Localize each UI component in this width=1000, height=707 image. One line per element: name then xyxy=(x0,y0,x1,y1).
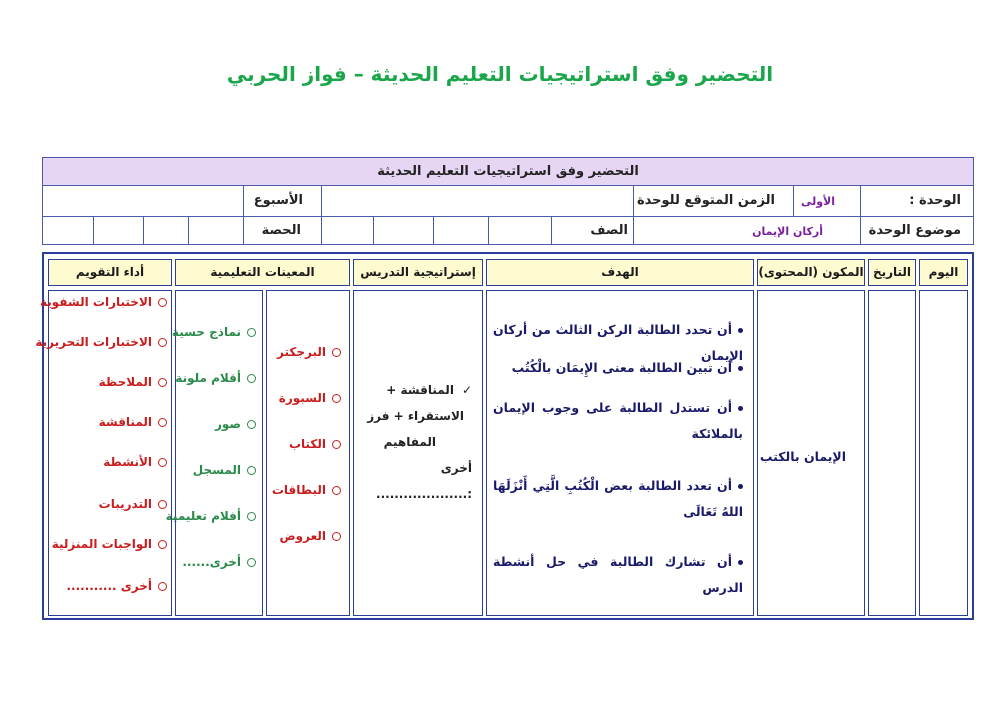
aid-device: البطاقات xyxy=(272,483,341,497)
aid-material: أخرى...... xyxy=(182,555,256,569)
assessment-item: الاختبارات التحريرية xyxy=(35,335,167,349)
unit-info-band-title: التحضير وفق استراتيجيات التعليم الحديثة xyxy=(43,158,973,186)
component-value: الإيمان بالكتب xyxy=(759,449,846,464)
day-cell xyxy=(919,290,968,616)
aid-material: نماذج حسية xyxy=(172,325,256,339)
unit-value: الأولى xyxy=(800,195,835,208)
assessment-item: الأنشطة xyxy=(103,455,167,469)
period-label: الحصة xyxy=(261,223,301,238)
header-component: المكون (المحتوى) xyxy=(757,259,865,286)
grade-label: الصف xyxy=(590,223,628,238)
lesson-plan-table xyxy=(35,252,974,620)
header-goal: الهدف xyxy=(486,259,754,286)
aids-materials-cell xyxy=(165,290,263,616)
goal-item: أن تحدد الطالبة الركن الثالث من أركان الإيمان xyxy=(493,322,743,363)
aid-device: الكتاب xyxy=(289,437,341,451)
aid-device: العروض xyxy=(280,529,341,543)
aid-device: البرجكتر xyxy=(277,345,341,359)
goal-item: أن تعدد الطالبة بعض الْكُتُبِ الَّتِي أَنْزَلَهَا اللهُ تَعَالَى xyxy=(493,478,743,519)
goal-cell xyxy=(486,290,754,616)
page-title: التحضير وفق استراتيجيات التعليم الحديثة – فواز الحربي xyxy=(226,62,774,86)
expected-time-label: الزمن المتوقع للوحدة xyxy=(636,193,775,208)
header-assessment: أداء التقويم xyxy=(48,259,172,286)
aid-material: أقلام ملونة xyxy=(175,371,256,385)
header-aids: المعينات التعليمية xyxy=(175,259,350,286)
goal-item: أن تستدل الطالبة على وجوب الإيمان بالملائكة xyxy=(493,400,743,441)
unit-topic-label: موضوع الوحدة xyxy=(868,223,961,238)
aid-material: صور xyxy=(215,417,256,431)
assessment-item: الاختبارات الشفوية xyxy=(40,295,167,309)
unit-topic-value: أركان الإيمان xyxy=(752,225,823,238)
date-cell xyxy=(868,290,916,616)
assessment-item: المناقشة xyxy=(99,415,167,429)
goal-item: أن تشارك الطالبة في حل أنشطة الدرس xyxy=(493,554,743,595)
header-date: التاريخ xyxy=(868,259,916,286)
aid-material: المسجل xyxy=(193,463,256,477)
header-day: اليوم xyxy=(919,259,968,286)
aid-material: أفلام تعليمية xyxy=(166,509,256,523)
check-icon: ✓ xyxy=(461,383,472,397)
strategy-cell xyxy=(353,290,483,616)
assessment-item: التدريبات xyxy=(99,497,167,511)
assessment-item: أخرى ........... xyxy=(66,579,167,593)
assessment-item: الواجبات المنزلية xyxy=(52,537,167,551)
unit-info-table xyxy=(42,157,974,245)
aids-devices-cell xyxy=(266,290,350,616)
header-strategy: إستراتيجية التدريس xyxy=(353,259,483,286)
goal-item: أن تبين الطالبة معنى الإِيمَان بالْكُتُب xyxy=(493,355,743,381)
component-cell xyxy=(757,290,865,616)
week-label: الأسبوع xyxy=(253,193,303,208)
aid-device: السبورة xyxy=(279,391,341,405)
assessment-cell xyxy=(35,290,172,616)
unit-label: الوحدة : xyxy=(909,193,961,208)
strategy-text: ✓المناقشة + الاستقراء + فرز المفاهيم أخرى :.................... xyxy=(367,383,472,501)
assessment-item: الملاحظة xyxy=(99,375,167,389)
